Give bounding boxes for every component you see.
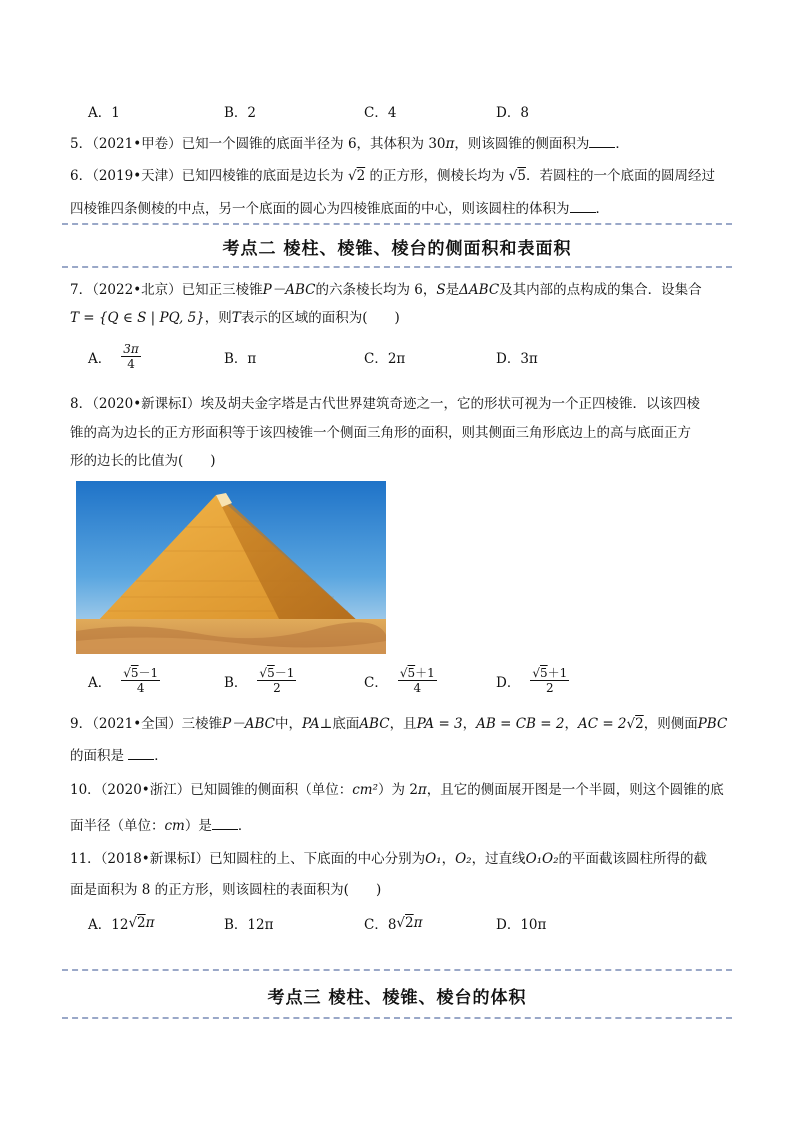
q7-triangle: ΔABC [459, 282, 500, 298]
q6-line2: 四棱锥四条侧棱的中点，另一个底面的圆心为四棱锥底面的中心，则该圆柱的体积为 [70, 201, 570, 217]
q11-option-a-pi: π [145, 915, 155, 931]
question-5 [70, 133, 730, 154]
q11-line1-a: 11．（2018•新课标Ⅰ）已知圆柱的上、下底面的中心分别为 [70, 851, 426, 867]
q8-option-c-label: C． [364, 674, 388, 691]
q8-a-radicand: 5 [130, 666, 139, 680]
q8-option-c-denominator: 4 [413, 681, 422, 695]
q7-pabc: P－ABC [262, 282, 316, 298]
q8-option-d-label: D． [496, 674, 521, 691]
q5-prefix: 5．（2021•甲卷）已知一个圆锥的底面半径为 6，其体积为 30 [70, 136, 446, 152]
q10-line1-b: ）为 2 [378, 782, 418, 798]
question-7-line-1 [70, 280, 730, 300]
q10-line2-b: ）是 [184, 818, 212, 834]
q9-answer-blank[interactable] [128, 745, 154, 760]
q9-line1-a: 9．（2021•全国）三棱锥 [70, 716, 223, 732]
q6-sqrt5-radicand: 5 [517, 168, 526, 184]
q10-cm2: cm² [352, 782, 379, 798]
q9-sqrt2-radicand: 2 [635, 716, 644, 732]
question-6-line-1 [70, 166, 730, 186]
q8-option-b-denominator: 2 [273, 681, 281, 695]
pyramid-photo [76, 481, 386, 654]
q7-option-a-numerator: 3π [123, 342, 139, 356]
q7-line1-c: 是 [445, 282, 460, 298]
q9-line1-e: ， [462, 716, 477, 732]
q11-option-d[interactable]: D．10π [496, 917, 547, 933]
q11-option-b[interactable]: B．12π [224, 917, 274, 933]
q10-line1-c: ，且它的侧面展开图是一个半圆，则这个圆锥的底 [426, 782, 724, 798]
question-11-line-1 [70, 849, 730, 869]
question-8-line-2: 锥的高为边长的正方形面积等于该四棱锥一个侧面三角形的面积，则其侧面三角形底边上的高与底面正方 [70, 425, 691, 441]
q11-line1-c: 的平面截该圆柱所得的截 [558, 851, 708, 867]
section-divider-top [62, 223, 732, 225]
q8-option-c-numerator: √5＋1 [399, 666, 435, 680]
q4-option-c[interactable]: C．4 [364, 105, 397, 121]
q7-line1-a: 7．（2022•北京）已知正三棱锥 [70, 282, 263, 298]
q7-option-c[interactable]: C．2π [364, 351, 406, 367]
q9-sqrt2: √2 [626, 716, 644, 732]
q8-d-radicand: 5 [539, 666, 548, 680]
q8-options [88, 666, 728, 702]
q6-sqrt2: √2 [347, 168, 366, 184]
q7-line1-d: 及其内部的点构成的集合．设集合 [499, 282, 702, 298]
q4-option-b[interactable]: B．2 [224, 105, 257, 121]
q5-end: ． [615, 136, 629, 152]
q9-line2: 的面积是 [70, 748, 124, 764]
q8-b-minus: －1 [274, 666, 295, 680]
q11-o1: O₁ [425, 851, 442, 867]
q6-sqrt2-radicand: 2 [356, 168, 366, 184]
q10-cm: cm [164, 818, 185, 834]
q7-option-b[interactable]: B．π [224, 351, 257, 367]
q8-option-b-fraction [257, 666, 296, 695]
q11-option-c[interactable] [364, 913, 423, 933]
q11-o1o2: O₁O₂ [525, 851, 559, 867]
q5-suffix: ，则该圆锥的侧面积为 [454, 136, 590, 152]
q8-option-a-denominator: 4 [136, 681, 145, 695]
q8-b-radicand: 5 [267, 666, 275, 680]
q6-end: ． [595, 201, 609, 217]
q7-t: T [231, 310, 241, 326]
q8-option-b-numerator: √5－1 [259, 666, 295, 680]
q8-a-minus: －1 [138, 666, 159, 680]
q7-options [88, 340, 728, 374]
q9-line1-f: ， [564, 716, 578, 732]
q5-pi: π [445, 136, 455, 152]
q11-line1-b: ，过直线 [471, 851, 526, 867]
q9-perp: PA⊥ [302, 716, 333, 732]
q8-option-d-denominator: 2 [545, 681, 554, 695]
q8-option-c[interactable] [364, 666, 437, 695]
q8-option-a[interactable] [88, 666, 160, 695]
q7-set: T = {Q ∈ S | PQ, 5} [70, 310, 205, 326]
q8-option-a-label: A． [88, 674, 112, 691]
q9-line1-b: 中， [275, 716, 303, 732]
q10-line2-a: 面半径（单位： [70, 818, 165, 834]
q11-option-a[interactable] [88, 913, 155, 933]
question-9-line-1 [70, 714, 730, 734]
q7-option-a-label: A． [88, 350, 112, 367]
question-7-line-2 [70, 308, 730, 328]
q11-option-c-pi: π [413, 915, 423, 931]
q8-d-plus: ＋1 [547, 666, 568, 680]
q5-answer-blank[interactable] [589, 133, 615, 148]
q7-line2-c: 表示的区域的面积为( ) [240, 310, 400, 326]
q11-comma: ， [441, 851, 456, 867]
q4-options [88, 101, 728, 125]
question-8-line-3: 形的边长的比值为( ) [70, 453, 216, 469]
q9-pa: PA = 3 [416, 716, 463, 732]
q7-option-a-denominator: 4 [127, 357, 135, 371]
question-9-line-2 [70, 745, 730, 766]
section-2-title: 考点二 棱柱、棱锥、棱台的侧面积和表面积 [222, 239, 572, 259]
section-3-title: 考点三 棱柱、棱锥、棱台的体积 [267, 988, 527, 1008]
section-divider-bottom [62, 266, 732, 268]
q8-option-d-numerator: √5＋1 [532, 666, 568, 680]
q6-answer-blank[interactable] [570, 198, 596, 213]
q4-option-a[interactable]: A．1 [88, 105, 120, 121]
q9-line1-g: ，则侧面 [643, 716, 698, 732]
q11-option-a-label: A．12 [88, 917, 129, 933]
question-6-line-2 [70, 198, 730, 219]
q7-s: S [436, 282, 446, 298]
question-11-line-2: 面是面积为 8 的正方形，则该圆柱的表面积为( ) [70, 882, 382, 898]
q6-line1-b: 的正方形，侧棱长均为 [369, 168, 505, 184]
q7-line2-b: ，则 [204, 310, 232, 326]
section3-divider-top [62, 969, 732, 971]
q6-line1-c: ．若圆柱的一个底面的圆周经过 [525, 168, 715, 184]
q9-pabc: P－ABC [222, 716, 276, 732]
q11-o2: O₂ [455, 851, 472, 867]
q4-option-d[interactable]: D．8 [496, 105, 529, 121]
q8-c-plus: ＋1 [415, 666, 435, 680]
pyramid-image [76, 481, 386, 654]
q7-option-a[interactable] [88, 342, 141, 371]
q8-c-radicand: 5 [407, 666, 416, 680]
question-8-line-1: 8．（2020•新课标Ⅰ）埃及胡夫金字塔是古代世界建筑奇迹之一，它的形状可视为一个正四棱锥．以该四棱 [70, 396, 700, 412]
q11-options [88, 913, 728, 937]
q6-line1-a: 6．（2019•天津）已知四棱锥的底面是边长为 [70, 168, 344, 184]
q7-option-a-fraction [121, 342, 141, 371]
q8-option-a-numerator: √5－1 [123, 666, 159, 680]
q9-end: ． [154, 748, 168, 764]
q9-line1-d: ，且 [389, 716, 417, 732]
q11-option-c-label: C．8 [364, 917, 397, 933]
q9-ac: AC = 2 [577, 716, 627, 732]
q8-option-c-fraction [398, 666, 437, 695]
q7-option-d[interactable]: D．3π [496, 351, 538, 367]
q10-line1-a: 10．（2020•浙江）已知圆锥的侧面积（单位： [70, 782, 353, 798]
question-10-line-1 [70, 780, 730, 800]
q11-option-a-radicand: 2 [137, 915, 146, 931]
q6-sqrt5: √5 [508, 168, 526, 184]
q9-pbc: PBC [697, 716, 728, 732]
q10-answer-blank[interactable] [212, 815, 238, 830]
q7-line1-b: 的六条棱长均为 6， [315, 282, 437, 298]
q9-abcb: AB = CB = 2 [476, 716, 565, 732]
q10-end: ． [237, 818, 252, 834]
q8-option-a-fraction [121, 666, 160, 695]
q8-option-b[interactable] [224, 666, 296, 695]
question-10-line-2 [70, 815, 730, 836]
q11-option-c-sqrt: √2 [396, 915, 414, 931]
q10-pi: π [417, 782, 427, 798]
q8-option-d[interactable] [496, 666, 569, 695]
q11-option-a-sqrt: √2 [128, 915, 146, 931]
section3-divider-bottom [62, 1017, 732, 1019]
q8-option-d-fraction [530, 666, 569, 695]
q9-abc: ABC [359, 716, 390, 732]
q8-option-b-label: B． [224, 674, 248, 691]
q11-option-c-radicand: 2 [405, 915, 414, 931]
q9-line1-c: 底面 [332, 716, 360, 732]
